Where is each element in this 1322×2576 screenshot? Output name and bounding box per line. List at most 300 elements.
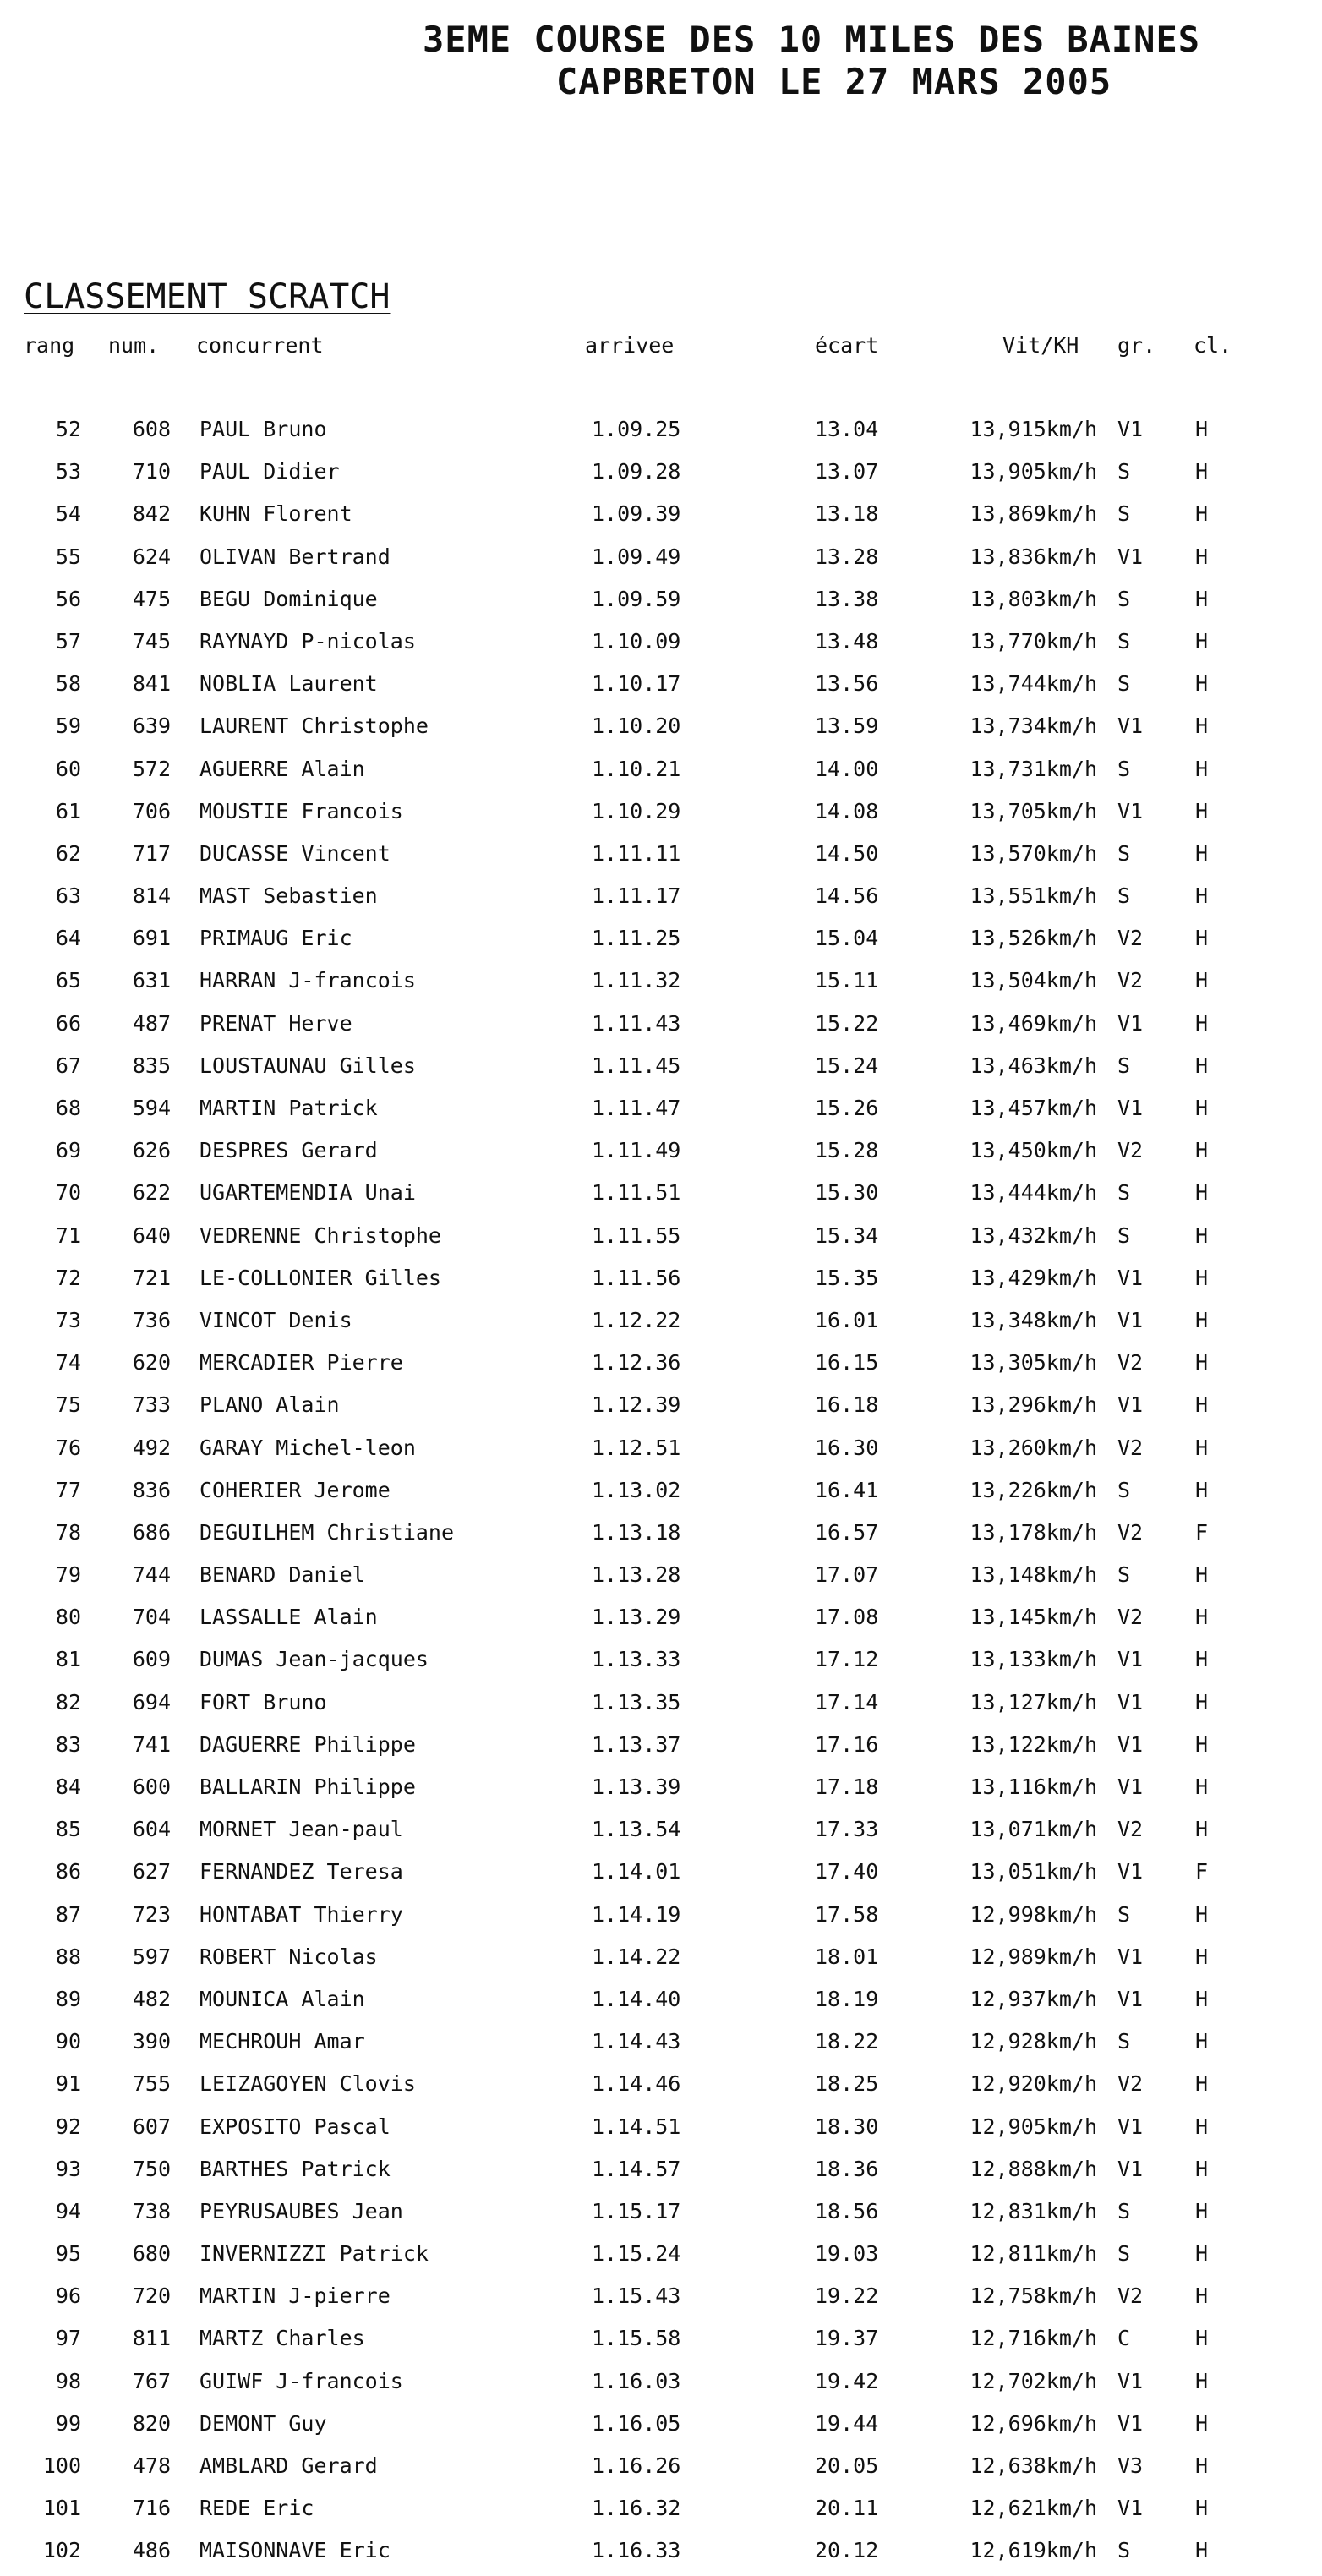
group-cell: S [1117,1477,1131,1502]
speed-cell: 12,888km/h [970,2156,1097,2181]
class-cell: H [1195,798,1209,823]
class-cell: H [1195,1477,1209,1502]
competitor-name-cell: PRENAT Herve [199,1010,352,1036]
rank-cell: 60 [55,756,81,781]
bib-number-cell: 607 [132,2114,171,2139]
gap-cell: 20.05 [815,2453,879,2478]
gap-cell: 17.12 [815,1647,879,1672]
group-cell: V3 [1117,2453,1144,2478]
class-cell: H [1195,586,1209,611]
group-cell: V2 [1117,1519,1144,1545]
speed-cell: 12,905km/h [970,2114,1097,2139]
gap-cell: 15.22 [815,1010,879,1036]
gap-cell: 14.50 [815,840,879,866]
table-row [0,752,1322,794]
group-cell: S [1117,840,1131,866]
competitor-name-cell: PAUL Didier [199,459,340,484]
speed-cell: 13,915km/h [970,417,1097,441]
rank-cell: 74 [55,1350,81,1376]
competitor-name-cell: LEIZAGOYEN Clovis [199,2071,416,2097]
class-cell: H [1195,544,1209,569]
competitor-name-cell: BEGU Dominique [199,586,378,611]
rank-cell: 63 [55,883,81,909]
table-row [0,2491,1322,2533]
finish-time-cell: 1.14.01 [592,1859,681,1884]
class-cell: H [1195,1944,1209,1969]
competitor-name-cell: MARTIN Patrick [199,1096,378,1120]
speed-cell: 13,705km/h [970,798,1097,823]
speed-cell: 13,226km/h [970,1477,1097,1502]
group-cell: S [1117,1901,1131,1927]
group-cell: V1 [1117,1859,1144,1884]
gap-cell: 13.48 [815,628,879,654]
rank-cell: 68 [55,1096,81,1120]
rank-cell: 91 [55,2071,81,2097]
group-cell: V2 [1117,1817,1144,1842]
rank-cell: 75 [55,1392,81,1418]
finish-time-cell: 1.13.37 [592,1731,681,1757]
bib-number-cell: 835 [132,1053,171,1078]
speed-cell: 13,905km/h [970,459,1097,484]
group-cell: V1 [1117,2496,1144,2521]
table-row [0,1854,1322,1896]
speed-cell: 13,463km/h [970,1053,1097,1078]
speed-cell: 13,504km/h [970,968,1097,993]
class-cell: H [1195,1647,1209,1672]
group-cell: V1 [1117,2156,1144,2181]
gap-cell: 20.12 [815,2538,879,2563]
bib-number-cell: 716 [132,2496,171,2521]
rank-cell: 70 [55,1180,81,1206]
competitor-name-cell: VINCOT Denis [199,1307,352,1332]
group-cell: V2 [1117,968,1144,993]
group-cell: V2 [1117,1605,1144,1630]
table-row [0,2364,1322,2406]
gap-cell: 18.36 [815,2156,879,2181]
rank-cell: 59 [55,714,81,739]
class-cell: F [1195,1859,1209,1884]
table-row [0,582,1322,624]
bib-number-cell: 487 [132,1010,171,1036]
gap-cell: 13.38 [815,586,879,611]
class-cell: H [1195,501,1209,527]
table-row [0,1600,1322,1642]
gap-cell: 13.59 [815,714,879,739]
competitor-name-cell: PEYRUSAUBES Jean [199,2198,403,2223]
group-cell: V1 [1117,2368,1144,2393]
gap-cell: 19.42 [815,2368,879,2393]
class-cell: H [1195,2410,1209,2436]
class-cell: H [1195,459,1209,484]
speed-cell: 13,570km/h [970,840,1097,866]
finish-time-cell: 1.15.58 [592,2326,681,2351]
bib-number-cell: 627 [132,1859,171,1884]
finish-time-cell: 1.14.57 [592,2156,681,2181]
speed-cell: 13,551km/h [970,883,1097,909]
rank-cell: 65 [55,968,81,993]
table-row [0,1133,1322,1175]
gap-cell: 15.28 [815,1138,879,1163]
gap-cell: 17.14 [815,1689,879,1715]
competitor-name-cell: VEDRENNE Christophe [199,1222,441,1248]
class-cell: F [1195,1519,1209,1545]
finish-time-cell: 1.09.25 [592,417,681,441]
bib-number-cell: 475 [132,586,171,611]
gap-cell: 19.44 [815,2410,879,2436]
speed-cell: 12,619km/h [970,2538,1097,2563]
header-vitesse: Vit/KH [1002,333,1079,358]
table-row [0,2194,1322,2236]
bib-number-cell: 478 [132,2453,171,2478]
group-cell: V1 [1117,1265,1144,1290]
competitor-name-cell: EXPOSITO Pascal [199,2114,391,2139]
rank-cell: 67 [55,1053,81,1078]
class-cell: H [1195,714,1209,739]
gap-cell: 19.22 [815,2283,879,2309]
speed-cell: 13,133km/h [970,1647,1097,1672]
competitor-name-cell: LAURENT Christophe [199,714,429,739]
speed-cell: 12,716km/h [970,2326,1097,2351]
rank-cell: 66 [55,1010,81,1036]
group-cell: C [1117,2326,1131,2351]
group-cell: S [1117,586,1131,611]
bib-number-cell: 626 [132,1138,171,1163]
table-row [0,1175,1322,1217]
bib-number-cell: 390 [132,2029,171,2054]
table-row [0,2024,1322,2066]
rank-cell: 84 [55,1775,81,1799]
group-cell: S [1117,883,1131,909]
bib-number-cell: 706 [132,798,171,823]
gap-cell: 17.18 [815,1775,879,1799]
speed-cell: 12,831km/h [970,2198,1097,2223]
class-cell: H [1195,1775,1209,1799]
gap-cell: 16.41 [815,1477,879,1502]
class-cell: H [1195,1817,1209,1842]
competitor-name-cell: BALLARIN Philippe [199,1775,416,1799]
bib-number-cell: 744 [132,1562,171,1588]
finish-time-cell: 1.14.46 [592,2071,681,2097]
gap-cell: 20.11 [815,2496,879,2521]
table-row [0,1982,1322,2024]
gap-cell: 16.18 [815,1392,879,1418]
bib-number-cell: 608 [132,417,171,441]
speed-cell: 12,937km/h [970,1986,1097,2011]
bib-number-cell: 686 [132,1519,171,1545]
gap-cell: 19.03 [815,2241,879,2267]
group-cell: S [1117,2029,1131,2054]
gap-cell: 15.26 [815,1096,879,1120]
rank-cell: 77 [55,1477,81,1502]
speed-cell: 13,348km/h [970,1307,1097,1332]
class-cell: H [1195,1010,1209,1036]
group-cell: V2 [1117,2071,1144,2097]
class-cell: H [1195,2071,1209,2097]
speed-cell: 12,638km/h [970,2453,1097,2478]
finish-time-cell: 1.12.22 [592,1307,681,1332]
competitor-name-cell: UGARTEMENDIA Unai [199,1180,416,1206]
class-cell: H [1195,2283,1209,2309]
gap-cell: 18.56 [815,2198,879,2223]
competitor-name-cell: BENARD Daniel [199,1562,365,1588]
finish-time-cell: 1.10.20 [592,714,681,739]
rank-cell: 92 [55,2114,81,2139]
rank-cell: 86 [55,1859,81,1884]
competitor-name-cell: FORT Bruno [199,1689,327,1715]
class-cell: H [1195,1265,1209,1290]
rank-cell: 95 [55,2241,81,2267]
speed-cell: 12,998km/h [970,1901,1097,1927]
bib-number-cell: 736 [132,1307,171,1332]
gap-cell: 13.18 [815,501,879,527]
speed-cell: 13,731km/h [970,756,1097,781]
group-cell: S [1117,2538,1131,2563]
class-cell: H [1195,2538,1209,2563]
table-row [0,878,1322,921]
rank-cell: 81 [55,1647,81,1672]
rank-cell: 72 [55,1265,81,1290]
speed-cell: 13,296km/h [970,1392,1097,1418]
finish-time-cell: 1.12.36 [592,1350,681,1376]
competitor-name-cell: COHERIER Jerome [199,1477,391,1502]
gap-cell: 15.24 [815,1053,879,1078]
rank-cell: 58 [55,671,81,697]
finish-time-cell: 1.10.21 [592,756,681,781]
group-cell: S [1117,1180,1131,1206]
competitor-name-cell: AGUERRE Alain [199,756,365,781]
speed-cell: 13,734km/h [970,714,1097,739]
group-cell: S [1117,501,1131,527]
bib-number-cell: 622 [132,1180,171,1206]
finish-time-cell: 1.10.29 [592,798,681,823]
group-cell: V2 [1117,1350,1144,1376]
competitor-name-cell: HONTABAT Thierry [199,1901,403,1927]
group-cell: S [1117,671,1131,697]
rank-cell: 53 [55,459,81,484]
gap-cell: 17.33 [815,1817,879,1842]
finish-time-cell: 1.11.47 [592,1096,681,1120]
gap-cell: 14.00 [815,756,879,781]
group-cell: V2 [1117,1138,1144,1163]
class-cell: H [1195,1562,1209,1588]
competitor-name-cell: DEMONT Guy [199,2410,327,2436]
table-row [0,2321,1322,2363]
group-cell: V1 [1117,1689,1144,1715]
gap-cell: 16.57 [815,1519,879,1545]
group-cell: V1 [1117,1096,1144,1120]
group-cell: V1 [1117,417,1144,441]
document-title-line2: CAPBRETON LE 27 MARS 2005 [556,61,1112,102]
table-row [0,496,1322,539]
finish-time-cell: 1.13.18 [592,1519,681,1545]
bib-number-cell: 620 [132,1350,171,1376]
competitor-name-cell: DEGUILHEM Christiane [199,1519,455,1545]
competitor-name-cell: MERCADIER Pierre [199,1350,403,1376]
finish-time-cell: 1.09.28 [592,459,681,484]
rank-cell: 61 [55,798,81,823]
bib-number-cell: 710 [132,459,171,484]
rank-cell: 102 [42,2538,81,2563]
table-row [0,1769,1322,1812]
finish-time-cell: 1.11.51 [592,1180,681,1206]
class-cell: H [1195,840,1209,866]
speed-cell: 13,744km/h [970,671,1097,697]
rank-cell: 85 [55,1817,81,1842]
table-row [0,2278,1322,2321]
bib-number-cell: 594 [132,1096,171,1120]
table-row [0,1473,1322,1515]
finish-time-cell: 1.09.39 [592,501,681,527]
finish-time-cell: 1.14.22 [592,1944,681,1969]
table-row [0,794,1322,836]
table-row [0,2533,1322,2575]
class-cell: H [1195,2496,1209,2521]
group-cell: V1 [1117,1307,1144,1332]
class-cell: H [1195,2156,1209,2181]
class-cell: H [1195,1986,1209,2011]
table-row [0,1091,1322,1133]
header-classe: cl. [1194,333,1232,358]
document-title-line1: 3EME COURSE DES 10 MILES DES BAINES [423,19,1201,60]
class-cell: H [1195,2326,1209,2351]
finish-time-cell: 1.15.17 [592,2198,681,2223]
gap-cell: 17.16 [815,1731,879,1757]
rank-cell: 96 [55,2283,81,2309]
finish-time-cell: 1.11.56 [592,1265,681,1290]
class-cell: H [1195,1605,1209,1630]
table-row [0,921,1322,963]
competitor-name-cell: INVERNIZZI Patrick [199,2241,429,2267]
gap-cell: 17.07 [815,1562,879,1588]
table-row [0,2236,1322,2278]
rank-cell: 82 [55,1689,81,1715]
table-row [0,1515,1322,1557]
rank-cell: 99 [55,2410,81,2436]
gap-cell: 18.19 [815,1986,879,2011]
competitor-name-cell: MAST Sebastien [199,883,378,909]
class-cell: H [1195,1222,1209,1248]
speed-cell: 13,145km/h [970,1605,1097,1630]
table-row [0,1642,1322,1684]
table-row [0,1387,1322,1430]
table-row [0,2406,1322,2448]
finish-time-cell: 1.14.19 [592,1901,681,1927]
speed-cell: 12,696km/h [970,2410,1097,2436]
group-cell: V1 [1117,1010,1144,1036]
header-ecart: écart [815,333,879,358]
table-row [0,1345,1322,1387]
group-cell: S [1117,1562,1131,1588]
class-cell: H [1195,2241,1209,2267]
class-cell: H [1195,1731,1209,1757]
speed-cell: 13,526km/h [970,926,1097,951]
competitor-name-cell: BARTHES Patrick [199,2156,391,2181]
group-cell: S [1117,1222,1131,1248]
class-cell: H [1195,1307,1209,1332]
bib-number-cell: 723 [132,1901,171,1927]
rank-cell: 94 [55,2198,81,2223]
competitor-name-cell: DUCASSE Vincent [199,840,391,866]
bib-number-cell: 841 [132,671,171,697]
finish-time-cell: 1.11.25 [592,926,681,951]
rank-cell: 71 [55,1222,81,1248]
table-row [0,1939,1322,1982]
rank-cell: 83 [55,1731,81,1757]
group-cell: V1 [1117,1731,1144,1757]
competitor-name-cell: GUIWF J-francois [199,2368,403,2393]
competitor-name-cell: MECHROUH Amar [199,2029,365,2054]
speed-cell: 13,444km/h [970,1180,1097,1206]
group-cell: S [1117,2241,1131,2267]
speed-cell: 12,989km/h [970,1944,1097,1969]
speed-cell: 13,127km/h [970,1689,1097,1715]
rank-cell: 90 [55,2029,81,2054]
speed-cell: 13,071km/h [970,1817,1097,1842]
finish-time-cell: 1.12.39 [592,1392,681,1418]
table-row [0,1897,1322,1939]
rank-cell: 79 [55,1562,81,1588]
gap-cell: 15.04 [815,926,879,951]
competitor-name-cell: REDE Eric [199,2496,314,2521]
rank-cell: 89 [55,1986,81,2011]
table-row [0,1261,1322,1303]
finish-time-cell: 1.09.49 [592,544,681,569]
bib-number-cell: 631 [132,968,171,993]
table-row [0,1727,1322,1769]
class-cell: H [1195,926,1209,951]
competitor-name-cell: MORNET Jean-paul [199,1817,403,1842]
class-cell: H [1195,2453,1209,2478]
class-cell: H [1195,1392,1209,1418]
speed-cell: 13,432km/h [970,1222,1097,1248]
group-cell: S [1117,2198,1131,2223]
competitor-name-cell: LASSALLE Alain [199,1605,378,1630]
gap-cell: 18.30 [815,2114,879,2139]
finish-time-cell: 1.13.35 [592,1689,681,1715]
competitor-name-cell: AMBLARD Gerard [199,2453,378,2478]
competitor-name-cell: RAYNAYD P-nicolas [199,628,416,654]
bib-number-cell: 482 [132,1986,171,2011]
table-row [0,2109,1322,2152]
table-row [0,412,1322,454]
speed-cell: 12,621km/h [970,2496,1097,2521]
rank-cell: 100 [42,2453,81,2478]
bib-number-cell: 640 [132,1222,171,1248]
group-cell: V1 [1117,544,1144,569]
finish-time-cell: 1.13.29 [592,1605,681,1630]
finish-time-cell: 1.11.17 [592,883,681,909]
competitor-name-cell: MOUSTIE Francois [199,798,403,823]
rank-cell: 76 [55,1435,81,1460]
finish-time-cell: 1.13.54 [592,1817,681,1842]
speed-cell: 13,305km/h [970,1350,1097,1376]
finish-time-cell: 1.10.09 [592,628,681,654]
group-cell: V1 [1117,714,1144,739]
class-cell: H [1195,1350,1209,1376]
rank-cell: 69 [55,1138,81,1163]
speed-cell: 13,051km/h [970,1859,1097,1884]
group-cell: V1 [1117,798,1144,823]
finish-time-cell: 1.11.11 [592,840,681,866]
finish-time-cell: 1.09.59 [592,586,681,611]
rank-cell: 56 [55,586,81,611]
bib-number-cell: 492 [132,1435,171,1460]
class-cell: H [1195,671,1209,697]
gap-cell: 13.04 [815,417,879,441]
rank-cell: 57 [55,628,81,654]
rank-cell: 54 [55,501,81,527]
table-row [0,1303,1322,1345]
